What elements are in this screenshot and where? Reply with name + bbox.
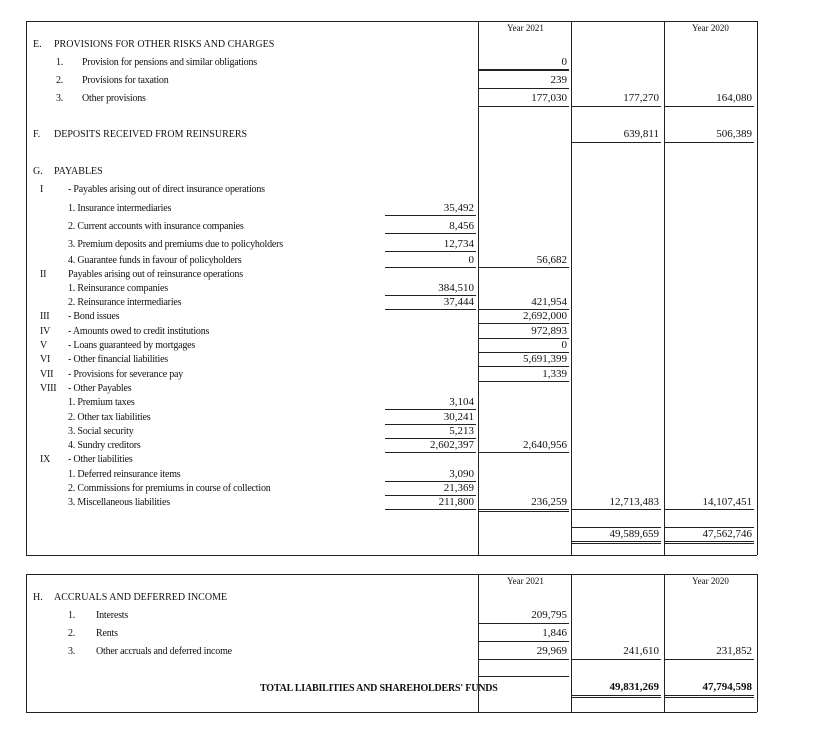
table-rule xyxy=(385,452,476,453)
table-rule xyxy=(664,695,754,698)
table-rule xyxy=(664,659,754,660)
section-g-detail-value: 21,369 xyxy=(443,482,474,494)
section-g-detail-value: 2,602,397 xyxy=(430,439,474,451)
section-g-item-label: 3. Social security xyxy=(68,426,134,437)
table-rule xyxy=(478,21,479,555)
section-h-total: 241,610 xyxy=(623,645,659,657)
section-g-group-total: 56,682 xyxy=(536,254,567,266)
total-liabilities-label: TOTAL LIABILITIES AND SHAREHOLDERS' FUNDS xyxy=(260,683,498,694)
section-g-total: 12,713,483 xyxy=(609,496,659,508)
total-liabilities-2021: 49,831,269 xyxy=(609,681,659,693)
section-e-subtotal-2020: 164,080 xyxy=(716,92,752,104)
table-rule xyxy=(664,21,665,555)
table-rule xyxy=(26,555,757,556)
section-g-roman: II xyxy=(40,269,47,280)
table-rule xyxy=(479,366,569,367)
table-rule xyxy=(479,70,569,71)
section-g-roman: VIII xyxy=(40,383,57,394)
section-g-detail-value: 5,213 xyxy=(449,425,474,437)
section-g-detail-value: 35,492 xyxy=(443,202,474,214)
section-g-group-total: 1,339 xyxy=(542,368,567,380)
table-rule xyxy=(664,106,754,107)
section-g-title: PAYABLES xyxy=(54,166,103,177)
section-f-value: 639,811 xyxy=(623,128,659,140)
section-e-item-label: Other provisions xyxy=(82,93,146,104)
section-g-group-label: - Other financial liabilities xyxy=(68,354,168,365)
table-rule xyxy=(479,676,569,677)
table-rule xyxy=(385,509,476,510)
section-g-item-label: 3. Premium deposits and premiums due to policyholders xyxy=(68,239,283,250)
table-rule xyxy=(479,88,569,89)
table-rule xyxy=(385,267,476,268)
table-rule xyxy=(385,309,476,310)
section-e-item-num: 1. xyxy=(56,57,64,68)
section-g-item-label: 2. Other tax liabilities xyxy=(68,412,151,423)
table-rule xyxy=(479,452,569,453)
table-rule xyxy=(572,142,661,143)
section-g-group-label: - Loans guaranteed by mortgages xyxy=(68,340,196,351)
table-rule xyxy=(572,695,661,698)
table-rule xyxy=(479,69,569,70)
section-h-item-num: 3. xyxy=(68,646,76,657)
section-g-detail-value: 384,510 xyxy=(438,282,474,294)
section-g-group-total: 2,692,000 xyxy=(523,310,567,322)
section-e-item-label: Provision for pensions and similar obligations xyxy=(82,57,257,68)
section-g-item-label: 4. Sundry creditors xyxy=(68,440,141,451)
section-f-value-2020: 506,389 xyxy=(716,128,752,140)
section-g-roman: IV xyxy=(40,326,51,337)
table-rule xyxy=(479,381,569,382)
section-g-detail-value: 3,104 xyxy=(449,396,474,408)
section-g-group-label: - Provisions for severance pay xyxy=(68,369,184,380)
section-g-group-total: 972,893 xyxy=(531,325,567,337)
section-g-item-label: 1. Deferred reinsurance items xyxy=(68,469,181,480)
section-f-code: F. xyxy=(33,129,41,140)
section-h-item-label: Rents xyxy=(96,628,118,639)
table-rule xyxy=(664,541,754,544)
table-rule xyxy=(26,21,27,555)
table-rule xyxy=(757,21,758,555)
table-rule xyxy=(572,541,661,544)
section-g-roman: VI xyxy=(40,354,51,365)
table-rule xyxy=(479,623,569,624)
table-rule xyxy=(385,251,476,252)
section-e-item-label: Provisions for taxation xyxy=(82,75,169,86)
section-g-roman: VII xyxy=(40,369,54,380)
section-g-roman: IX xyxy=(40,454,51,465)
section-e-title: PROVISIONS FOR OTHER RISKS AND CHARGES xyxy=(54,39,275,50)
section-h-value: 1,846 xyxy=(542,627,567,639)
section-g-item-label: 2. Reinsurance intermediaries xyxy=(68,297,182,308)
section-g-item-label: 1. Reinsurance companies xyxy=(68,283,168,294)
section-g-roman: V xyxy=(40,340,48,351)
section-g-detail-value: 30,241 xyxy=(443,411,474,423)
section-g-item-label: 3. Miscellaneous liabilities xyxy=(68,497,170,508)
section-h-item-num: 2. xyxy=(68,628,76,639)
table-rule xyxy=(479,659,569,660)
table-rule xyxy=(572,509,661,510)
total-liabilities-2020: 47,794,598 xyxy=(702,681,752,693)
year-2020-header: Year 2020 xyxy=(692,23,729,33)
table-rule xyxy=(26,574,757,575)
table-rule xyxy=(571,574,572,712)
section-h-code: H. xyxy=(33,592,43,603)
year-2021-header-2: Year 2021 xyxy=(507,576,544,586)
table-rule xyxy=(26,712,757,713)
section-g-group-label: - Other liabilities xyxy=(68,454,133,465)
table-rule xyxy=(26,574,27,712)
section-g-total-2020: 14,107,451 xyxy=(702,496,752,508)
year-2020-header-2: Year 2020 xyxy=(692,576,729,586)
section-e-value: 177,030 xyxy=(531,92,567,104)
section-g-code: G. xyxy=(33,166,43,177)
table-rule xyxy=(479,511,569,512)
box1-total-2020: 47,562,746 xyxy=(702,528,752,540)
table-rule xyxy=(757,574,758,712)
section-g-group-total: 421,954 xyxy=(531,296,567,308)
section-e-item-num: 3. xyxy=(56,93,64,104)
section-g-group-total: 2,640,956 xyxy=(523,439,567,451)
section-g-detail-value: 0 xyxy=(468,254,474,266)
section-g-group-label: - Other Payables xyxy=(68,383,132,394)
section-g-group-total: 5,691,399 xyxy=(523,353,567,365)
table-rule xyxy=(479,323,569,324)
section-h-item-label: Interests xyxy=(96,610,129,621)
section-g-group-label: - Bond issues xyxy=(68,311,120,322)
section-g-item-label: 2. Current accounts with insurance companies xyxy=(68,221,244,232)
table-rule xyxy=(664,509,754,510)
section-h-value: 209,795 xyxy=(531,609,567,621)
table-rule xyxy=(572,106,661,107)
table-rule xyxy=(572,659,661,660)
table-rule xyxy=(479,338,569,339)
section-g-item-label: 4. Guarantee funds in favour of policyholders xyxy=(68,255,242,266)
section-g-group-label: Payables arising out of reinsurance operations xyxy=(68,269,243,280)
section-g-roman: I xyxy=(40,184,44,195)
section-g-item-label: 1. Insurance intermediaries xyxy=(68,203,172,214)
section-g-item-label: 1. Premium taxes xyxy=(68,397,135,408)
table-rule xyxy=(571,21,572,555)
section-e-value: 239 xyxy=(550,74,567,86)
section-g-group-label: - Amounts owed to credit institutions xyxy=(68,326,210,337)
section-e-subtotal: 177,270 xyxy=(623,92,659,104)
section-e-item-num: 2. xyxy=(56,75,64,86)
section-g-detail-value: 211,800 xyxy=(438,496,474,508)
section-h-value: 29,969 xyxy=(536,645,567,657)
table-rule xyxy=(479,267,569,268)
section-g-detail-value: 3,090 xyxy=(449,468,474,480)
section-g-detail-value: 37,444 xyxy=(443,296,474,308)
table-rule xyxy=(664,574,665,712)
section-h-total-2020: 231,852 xyxy=(716,645,752,657)
section-h-item-num: 1. xyxy=(68,610,76,621)
section-g-group-total: 236,259 xyxy=(531,496,567,508)
section-g-detail-value: 12,734 xyxy=(443,238,474,250)
table-rule xyxy=(664,142,754,143)
section-e-code: E. xyxy=(33,39,42,50)
section-g-roman: III xyxy=(40,311,50,322)
section-g-group-label: - Payables arising out of direct insurance operations xyxy=(68,184,265,195)
table-rule xyxy=(26,21,757,22)
table-rule xyxy=(479,106,569,107)
table-rule xyxy=(479,641,569,642)
section-g-group-total: 0 xyxy=(561,339,567,351)
section-g-detail-value: 8,456 xyxy=(449,220,474,232)
section-h-item-label: Other accruals and deferred income xyxy=(96,646,232,657)
section-e-value: 0 xyxy=(561,56,567,68)
box1-total-2021: 49,589,659 xyxy=(609,528,659,540)
table-rule xyxy=(385,215,476,216)
year-2021-header: Year 2021 xyxy=(507,23,544,33)
section-f-title: DEPOSITS RECEIVED FROM REINSURERS xyxy=(54,129,248,140)
table-rule xyxy=(479,509,569,510)
table-rule xyxy=(385,409,476,410)
section-h-title: ACCRUALS AND DEFERRED INCOME xyxy=(54,592,228,603)
table-rule xyxy=(385,233,476,234)
section-g-item-label: 2. Commissions for premiums in course of collection xyxy=(68,483,271,494)
